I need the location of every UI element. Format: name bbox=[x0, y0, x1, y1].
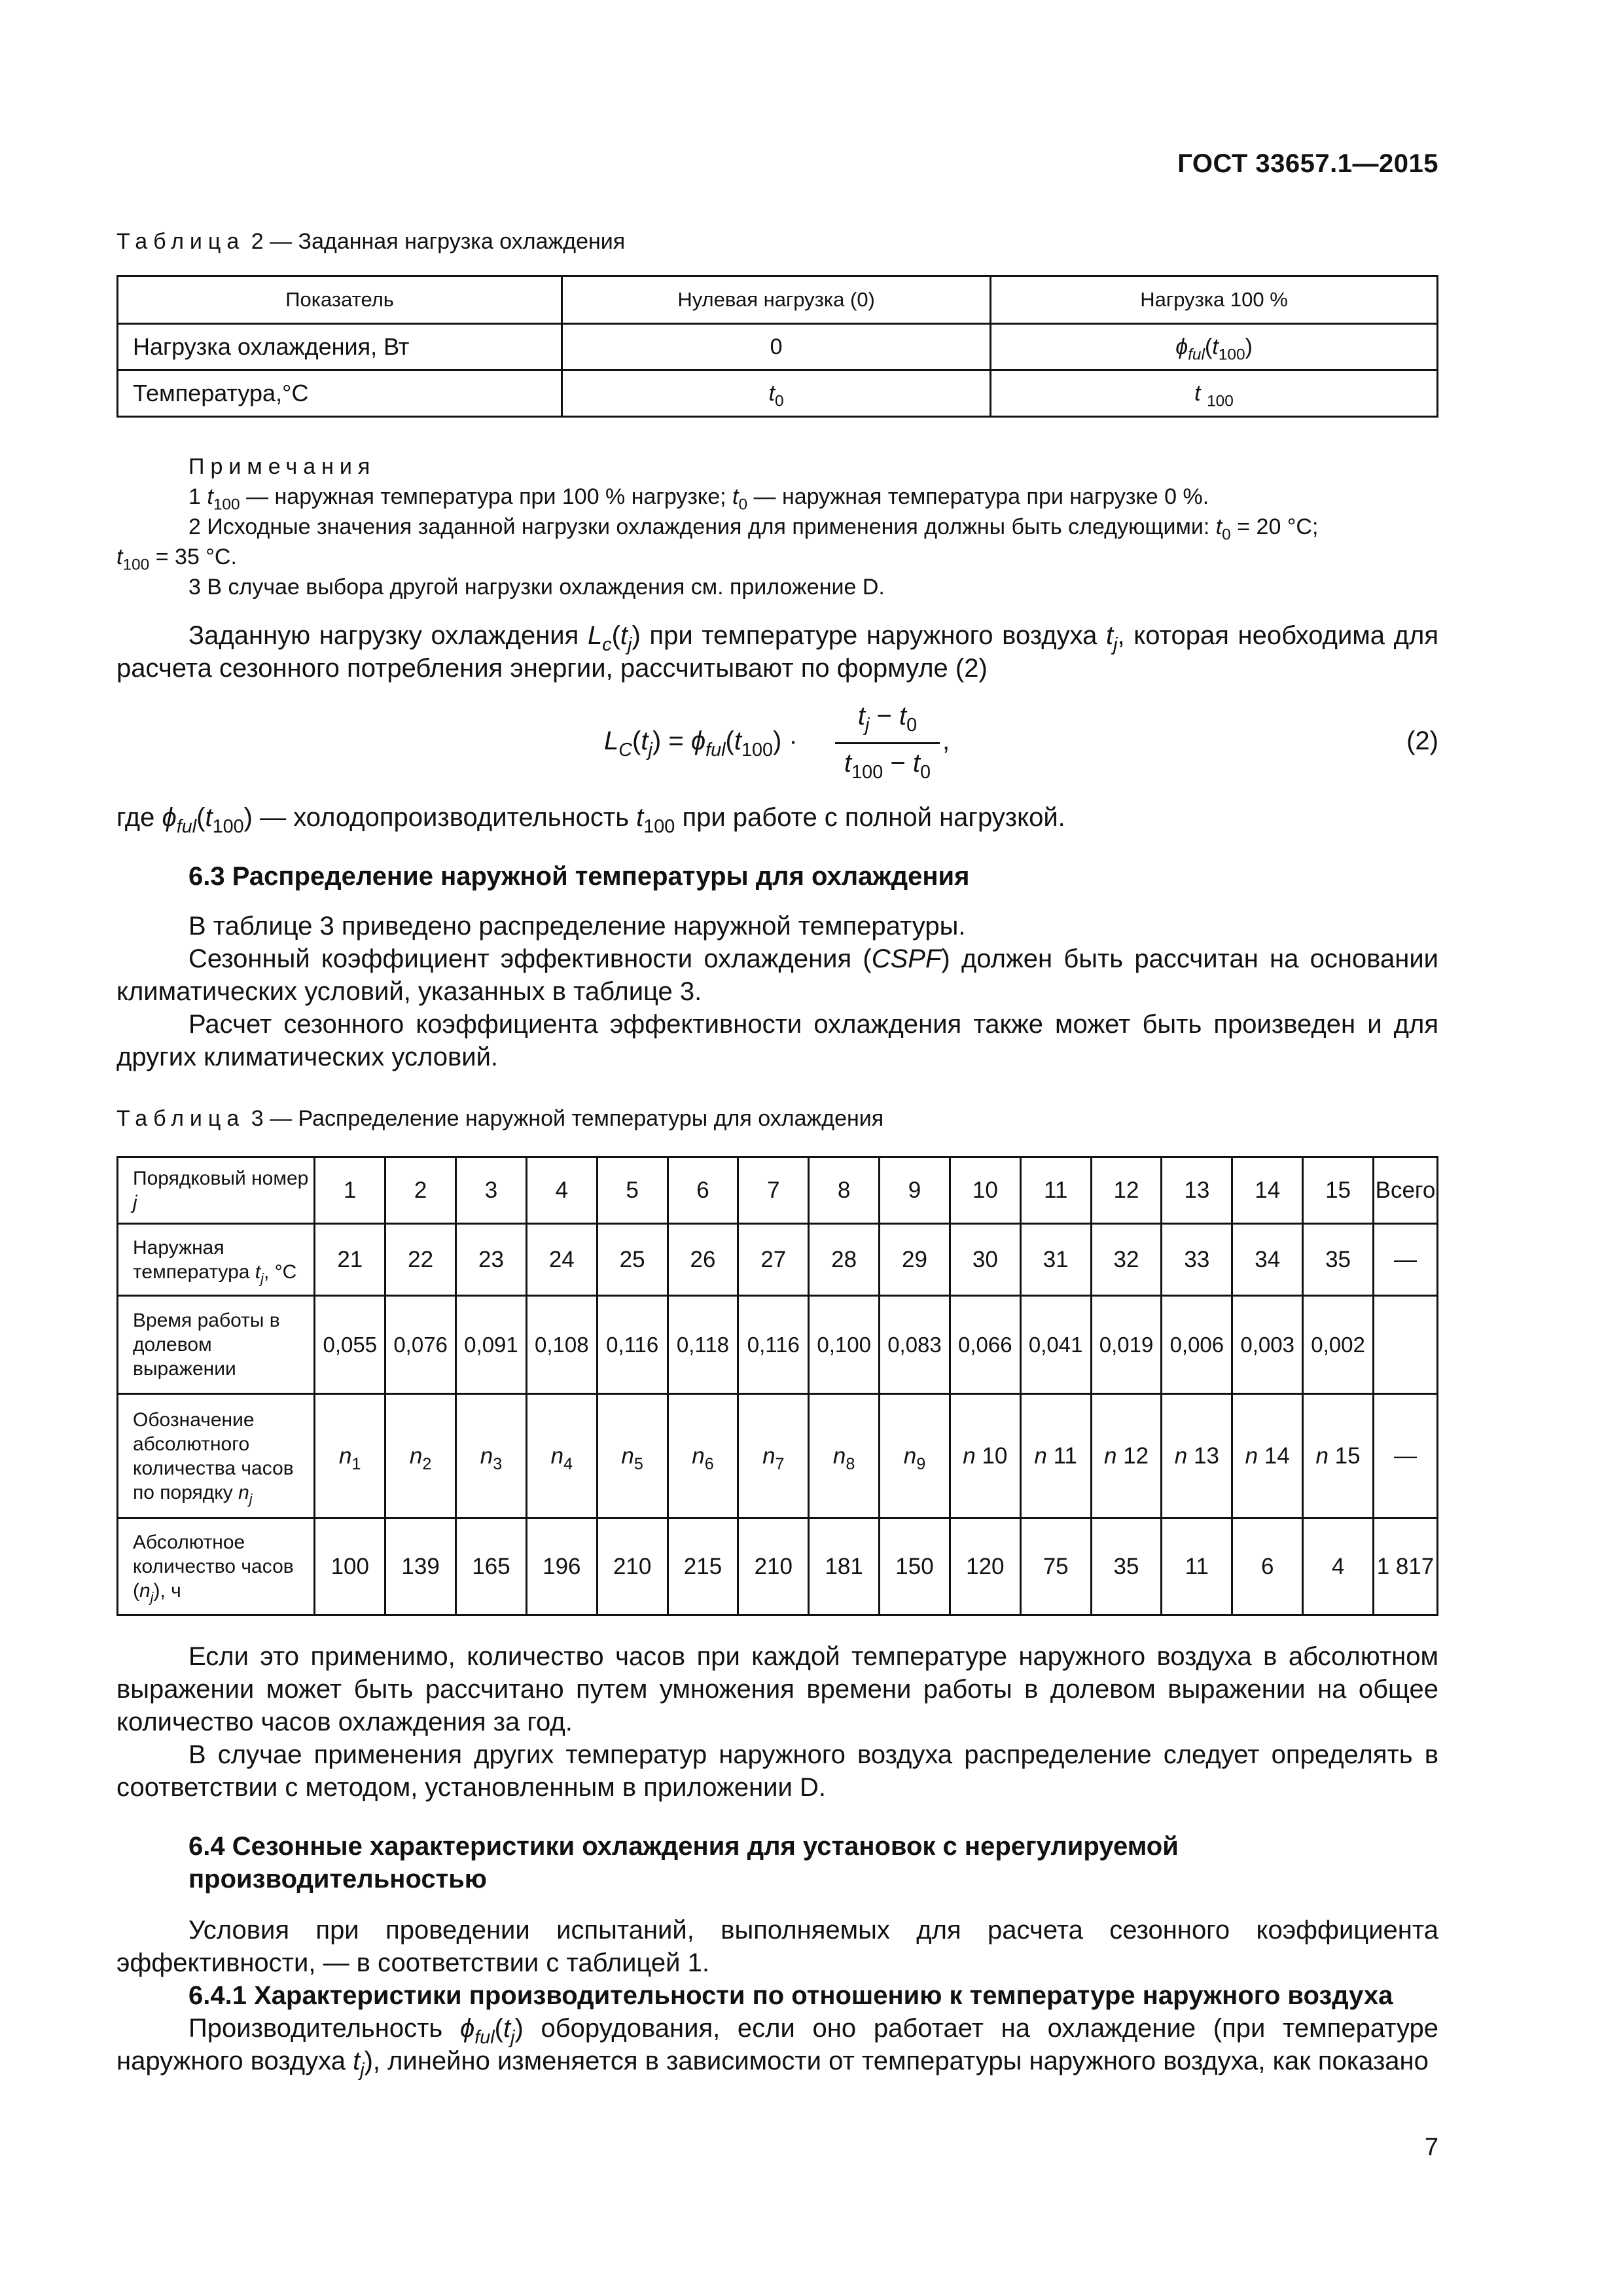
table-3 bbox=[116, 1156, 1438, 1616]
table-cell: 120 bbox=[950, 1518, 1020, 1615]
table-row-absolute-hours bbox=[118, 1518, 1438, 1615]
table-cell: n 10 bbox=[950, 1394, 1020, 1518]
table-cell: n 13 bbox=[1162, 1394, 1232, 1518]
table-cell: 7 bbox=[738, 1157, 809, 1224]
table-cell: n 11 bbox=[1020, 1394, 1091, 1518]
table-cell: 0,091 bbox=[456, 1296, 527, 1394]
standard-number: ГОСТ 33657.1—2015 bbox=[1177, 149, 1438, 178]
table-cell: 0,076 bbox=[385, 1296, 456, 1394]
table-cell: 0,055 bbox=[315, 1296, 385, 1394]
table-cell bbox=[1373, 1296, 1437, 1394]
table-cell: 22 bbox=[385, 1224, 456, 1296]
table-cell: $n_8$ bbox=[809, 1394, 880, 1518]
table-cell: 30 bbox=[950, 1224, 1020, 1296]
table-cell: $n_1$ bbox=[315, 1394, 385, 1518]
table-cell: 1 817 bbox=[1373, 1518, 1437, 1615]
table-2 bbox=[116, 275, 1438, 418]
table-cell: 14 bbox=[1232, 1157, 1303, 1224]
table-cell: 0 bbox=[562, 324, 991, 370]
table-cell: 0,066 bbox=[950, 1296, 1020, 1394]
formula-numerator: $t_j - t_0$ bbox=[857, 702, 918, 736]
table-cell: 0,116 bbox=[738, 1296, 809, 1394]
table2-caption: Таблица 2 — Заданная нагрузка охлаждения bbox=[116, 229, 626, 254]
table-cell: 0,006 bbox=[1162, 1296, 1232, 1394]
table-cell: $n_2$ bbox=[385, 1394, 456, 1518]
table-cell: 10 bbox=[950, 1157, 1020, 1224]
table-cell: 21 bbox=[315, 1224, 385, 1296]
table-cell: 29 bbox=[880, 1224, 950, 1296]
table-cell: $n_9$ bbox=[880, 1394, 950, 1518]
row-label: Нагрузка охлаждения, Вт bbox=[118, 324, 562, 370]
note-3: 3 В случае выбора другой нагрузки охлаждения см. приложение D. bbox=[188, 575, 885, 600]
table-cell: 0,100 bbox=[809, 1296, 880, 1394]
formula-lhs: $L_C(t_j) = \phi_{ful}(t_{100})$ · bbox=[604, 726, 798, 761]
table-cell-formula: t $_{100}$ bbox=[991, 370, 1438, 417]
table-cell: n 15 bbox=[1303, 1394, 1374, 1518]
table-cell: $n_5$ bbox=[597, 1394, 668, 1518]
note-1: 1 $t_{100}$ — наружная температура при 100 % нагрузке; $t_0$ — наружная температура при нагрузке 0 %. bbox=[188, 484, 1209, 514]
table-cell: 11 bbox=[1162, 1518, 1232, 1615]
formula-comma: , bbox=[942, 726, 950, 755]
table-cell: $n_3$ bbox=[456, 1394, 527, 1518]
table-cell: 33 bbox=[1162, 1224, 1232, 1296]
table-cell: — bbox=[1373, 1394, 1437, 1518]
table-cell: n 14 bbox=[1232, 1394, 1303, 1518]
section-6-3-text: В таблице 3 приведено распределение наружной температуры. Сезонный коэффициент эффективности охлаждения (CSPF) должен быть рассчитан на основании климатических условий, указанных в таблице 3. Расчет сезонного коэффициента эффективности охлаждения также может быть произведен и для других климатических условий. bbox=[116, 912, 1439, 1071]
row-label: Наружная температура $t_j$, °С bbox=[118, 1224, 315, 1296]
table-header-row bbox=[118, 276, 1438, 324]
section-6-4-text: Условия при проведении испытаний, выполняемых для расчета сезонного коэффициента эффективности, — в соответствии с таблицей 1. bbox=[116, 1916, 1438, 1977]
table-cell: n 12 bbox=[1091, 1394, 1162, 1518]
row-label: Обозначение абсолютного количества часов по порядку $n_j$ bbox=[118, 1394, 315, 1518]
table-cell: 215 bbox=[668, 1518, 738, 1615]
note-2: 2 Исходные значения заданной нагрузки охлаждения для применения должны быть следующими: $t_0 = 20$ °С; bbox=[188, 514, 1319, 544]
table-cell: 13 bbox=[1162, 1157, 1232, 1224]
table-cell: 0,116 bbox=[597, 1296, 668, 1394]
formula-2 bbox=[116, 702, 1438, 787]
paragraph-load: Заданную нагрузку охлаждения $L_c(t_j)$ при температуре наружного воздуха $t_j$, которая необходима для расчета сезонного потребления энергии, рассчитывают по формуле (2) bbox=[116, 621, 1439, 683]
table-cell: 28 bbox=[809, 1224, 880, 1296]
table-cell: 32 bbox=[1091, 1224, 1162, 1296]
table-cell: 8 bbox=[809, 1157, 880, 1224]
section-6-4-1-text: Производительность $\phi_{ful}(t_j)$ оборудования, если оно работает на охлаждение (при температуре наружного воздуха $t_j$), линейно изменяется в зависимости от температуры наружного воздуха, как показано bbox=[116, 2014, 1439, 2081]
table-cell: 0,118 bbox=[668, 1296, 738, 1394]
table-cell: 4 bbox=[1303, 1518, 1374, 1615]
table-cell: 4 bbox=[526, 1157, 597, 1224]
table-cell: 196 bbox=[526, 1518, 597, 1615]
table-cell: 0,083 bbox=[880, 1296, 950, 1394]
table-cell: Всего bbox=[1373, 1157, 1437, 1224]
table-cell: 12 bbox=[1091, 1157, 1162, 1224]
table-cell: 23 bbox=[456, 1224, 527, 1296]
table-cell: 100 bbox=[315, 1518, 385, 1615]
table-cell: 26 bbox=[668, 1224, 738, 1296]
table-row-order bbox=[118, 1157, 1438, 1224]
table-cell: 34 bbox=[1232, 1224, 1303, 1296]
table-cell: 0,108 bbox=[526, 1296, 597, 1394]
table-cell: 9 bbox=[880, 1157, 950, 1224]
table-cell: 6 bbox=[668, 1157, 738, 1224]
table-cell: 210 bbox=[738, 1518, 809, 1615]
table-cell: 0,041 bbox=[1020, 1296, 1091, 1394]
row-label: Время работы в долевом выражении bbox=[118, 1296, 315, 1394]
section-6-3-title: 6.3 Распределение наружной температуры для охлаждения bbox=[188, 862, 970, 891]
table-cell: 27 bbox=[738, 1224, 809, 1296]
table-cell: $n_7$ bbox=[738, 1394, 809, 1518]
table-cell: 181 bbox=[809, 1518, 880, 1615]
table-cell: 3 bbox=[456, 1157, 527, 1224]
page-number: 7 bbox=[1424, 2134, 1438, 2161]
section-6-4-1-title: 6.4.1 Характеристики производительности по отношению к температуре наружного воздуха bbox=[188, 1981, 1393, 2010]
table-cell: 2 bbox=[385, 1157, 456, 1224]
row-label: Температура,°С bbox=[118, 370, 562, 417]
table-row-time-fraction bbox=[118, 1296, 1438, 1394]
table-cell: 75 bbox=[1020, 1518, 1091, 1615]
table-cell: 165 bbox=[456, 1518, 527, 1615]
table-cell: — bbox=[1373, 1224, 1437, 1296]
fraction-bar bbox=[835, 742, 940, 744]
table-cell: 25 bbox=[597, 1224, 668, 1296]
table-row-designation bbox=[118, 1394, 1438, 1518]
formula-number: (2) bbox=[1406, 726, 1438, 755]
paragraph-where: где $\phi_{ful}(t_{100})$ — холодопроизводительность $t_{100}$ при работе с полной нагрузкой. bbox=[116, 803, 1065, 838]
header-cell: Нагрузка 100 % bbox=[991, 276, 1438, 324]
table-cell: 0,019 bbox=[1091, 1296, 1162, 1394]
table-cell: 1 bbox=[315, 1157, 385, 1224]
notes-title: Примечания bbox=[188, 454, 376, 479]
notes bbox=[116, 452, 1438, 602]
table-cell: 35 bbox=[1303, 1224, 1374, 1296]
table-cell: 6 bbox=[1232, 1518, 1303, 1615]
table-row-temperature bbox=[118, 1224, 1438, 1296]
row-label: Абсолютное количество часов $(n_j)$, ч bbox=[118, 1518, 315, 1615]
table-cell: 15 bbox=[1303, 1157, 1374, 1224]
table-cell: 210 bbox=[597, 1518, 668, 1615]
header-cell: Показатель bbox=[118, 276, 562, 324]
table-cell: $n_4$ bbox=[526, 1394, 597, 1518]
table-cell: 11 bbox=[1020, 1157, 1091, 1224]
table-cell-formula: $t_0$ bbox=[562, 370, 991, 417]
table-cell: $n_6$ bbox=[668, 1394, 738, 1518]
table-cell: 150 bbox=[880, 1518, 950, 1615]
table-cell: 0,002 bbox=[1303, 1296, 1374, 1394]
paragraph-hours: Если это применимо, количество часов при каждой температуре наружного воздуха в абсолютном выражении может быть рассчитано путем умножения времени работы в долевом выражении на общее количество часов охлаждения за год. В случае применения других температур наружного воздуха распределение следует определять в соответствии с методом, установленным в приложении D. bbox=[116, 1642, 1438, 1802]
table-cell: 31 bbox=[1020, 1224, 1091, 1296]
section-6-4-title: 6.4 Сезонные характеристики охлаждения для установок с нерегулируемой производительностью bbox=[188, 1832, 1179, 1893]
table-row bbox=[118, 370, 1438, 417]
table-cell: 139 bbox=[385, 1518, 456, 1615]
row-label: Порядковый номер j bbox=[118, 1157, 315, 1224]
table-cell: 24 bbox=[526, 1224, 597, 1296]
table-row bbox=[118, 324, 1438, 370]
formula-denominator: $t_{100} - t_0$ bbox=[844, 749, 931, 783]
table-cell-formula: $\phi_{ful}(t_{100})$ bbox=[991, 324, 1438, 370]
table-cell: 5 bbox=[597, 1157, 668, 1224]
table-cell: 35 bbox=[1091, 1518, 1162, 1615]
header-cell: Нулевая нагрузка (0) bbox=[562, 276, 991, 324]
table3-caption: Таблица 3 — Распределение наружной температуры для охлаждения bbox=[116, 1106, 884, 1131]
table-cell: 0,003 bbox=[1232, 1296, 1303, 1394]
note-2-cont: $t_{100} = 35$ °С. bbox=[116, 545, 237, 574]
